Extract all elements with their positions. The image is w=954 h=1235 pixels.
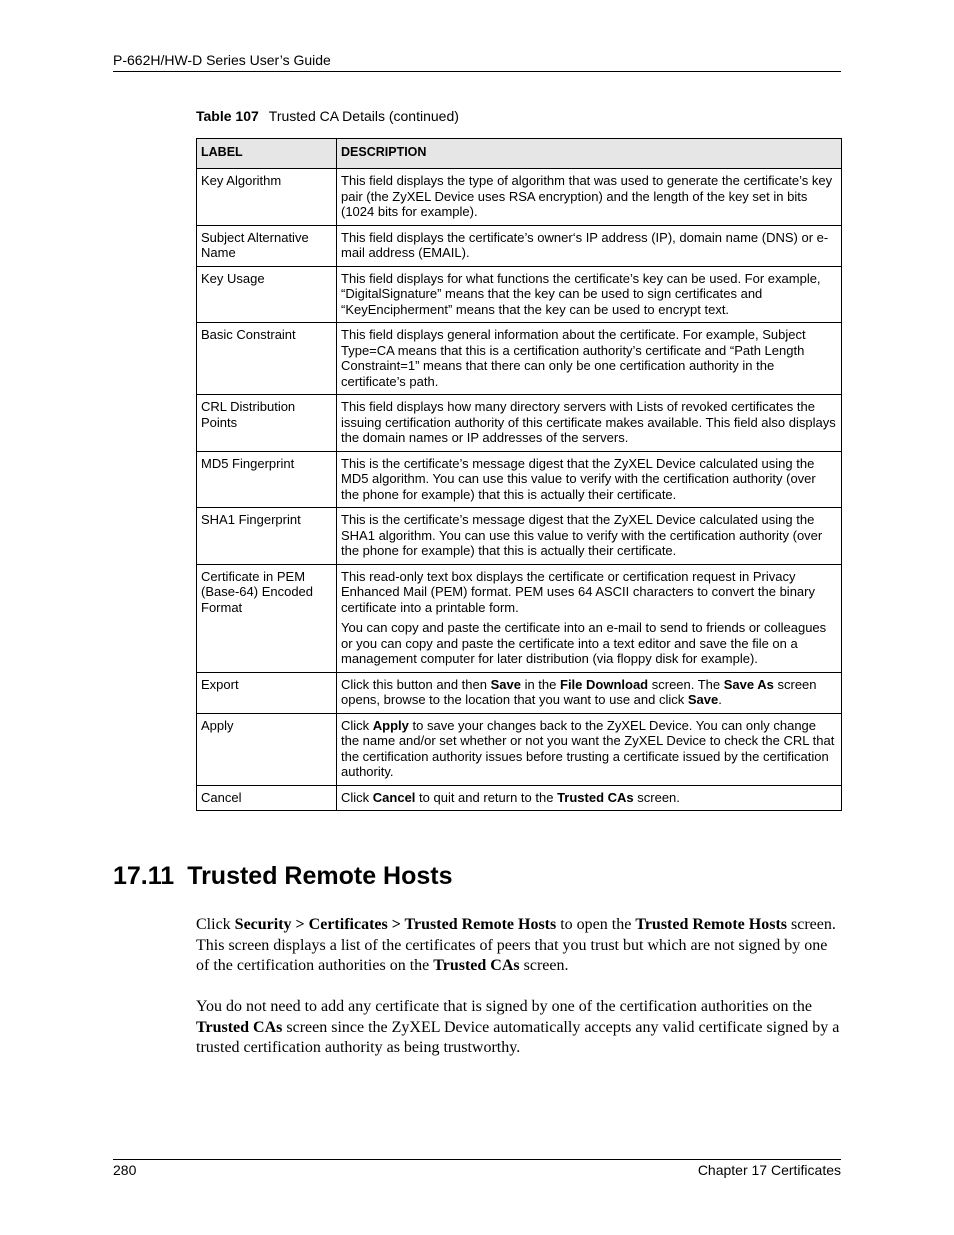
row-description (337, 323, 842, 395)
table-row (197, 564, 842, 672)
description-paragraph: This is the certificate’s message digest that the ZyXEL Device calculated using the MD5 algorithm. You can use this value to verify with the certification authority (over the phone for example) that this is actually their certificate. (341, 455, 816, 502)
text-run: screen. (519, 957, 569, 974)
page-header-title: P-662H/HW-D Series User’s Guide (113, 52, 331, 68)
text-run: to quit and return to the (415, 789, 558, 805)
column-header-description: DESCRIPTION (337, 139, 842, 169)
table-caption-text: Trusted CA Details (continued) (268, 108, 459, 124)
row-description (337, 225, 842, 266)
table-row (197, 785, 842, 811)
row-description (337, 564, 842, 672)
bold-term: Trusted CAs (433, 957, 520, 974)
section-paragraph-2 (196, 997, 842, 1059)
row-label: Export (197, 672, 337, 713)
header-divider (113, 71, 841, 72)
table-row (197, 508, 842, 565)
bold-term: Security > Certificates > Trusted Remote Hosts (234, 916, 557, 933)
table-row (197, 672, 842, 713)
text-run: to save your changes back to the ZyXEL Device. You can only change the name and/or set whether or not you want the ZyXEL Device to check the CRL that the certification authority issues before trusting a certificate issued by the certification authority. (341, 717, 835, 779)
table-caption (196, 108, 459, 124)
text-run: Click this button and then (341, 676, 491, 692)
table-row (197, 323, 842, 395)
text-run: screen. (633, 789, 680, 805)
text-run: You do not need to add any certificate that is signed by one of the certification authorities on the (196, 998, 812, 1015)
bold-term: Save (687, 692, 719, 707)
row-label: Key Usage (197, 266, 337, 323)
table-row (197, 169, 842, 226)
table-row (197, 395, 842, 452)
description-paragraph: This field displays for what functions the certificate’s key can be used. For example, “DigitalSignature” means that the key can be used to sign certificates and “KeyEncipherment” means that the key can be used to encrypt text. (341, 270, 821, 317)
bold-term: Trusted CAs (196, 1018, 283, 1036)
table-row (197, 451, 842, 508)
row-description (337, 785, 842, 811)
row-label: Basic Constraint (197, 323, 337, 395)
description-paragraph: You can copy and paste the certificate into an e-mail to send to friends or colleagues or you can copy and paste the certificate into a text editor and save the file on a management computer for later distribution (via floppy disk for example). (341, 620, 827, 666)
description-paragraph (341, 677, 837, 708)
table-caption-label: Table 107 (196, 108, 259, 124)
footer-divider (113, 1159, 841, 1160)
section-number: 17.11 (113, 862, 175, 890)
text-run: screen. The (648, 676, 724, 692)
description-paragraph (341, 718, 837, 780)
table-row (197, 266, 842, 323)
row-label: Subject Alternative Name (197, 225, 337, 266)
text-run: screen. This screen displays a list of the certificates of peers that you trust but which are not signed by one of the certification authorities on the (196, 916, 836, 974)
bold-term: Save (490, 676, 521, 692)
description-paragraph: This field displays general information about the certificate. For example, Subject Type=CA means that this is a certification authority’s certificate and “Path Length Constraint=1” means that there can only be one certification authority in the certificate’s path. (341, 327, 806, 389)
description-paragraph: This read-only text box displays the certificate or certification request in Privacy Enhanced Mail (PEM) format. PEM uses 64 ASCII characters to convert the binary certificate into a printable form. (341, 568, 815, 615)
row-description (337, 266, 842, 323)
bold-term: Apply (372, 717, 409, 733)
section-heading (113, 862, 453, 891)
row-label: MD5 Fingerprint (197, 451, 337, 508)
bold-term: Cancel (372, 789, 416, 805)
row-label: Cancel (197, 785, 337, 811)
description-paragraph: This field displays the type of algorithm that was used to generate the certificate’s key pair (the ZyXEL Device uses RSA encryption) and the length of the key set in bits (1024 bits for example). (341, 173, 833, 219)
row-description (337, 451, 842, 508)
bold-term: Trusted CAs (557, 789, 634, 805)
row-label: CRL Distribution Points (197, 395, 337, 452)
description-paragraph (341, 790, 837, 806)
text-run: Click (196, 916, 235, 933)
bold-term: Save As (723, 676, 774, 692)
row-description (337, 713, 842, 785)
description-paragraph: This is the certificate’s message digest that the ZyXEL Device calculated using the SHA1 algorithm. You can use this value to verify with the certification authority (over the phone for example) that this is actually their certificate. (341, 512, 823, 558)
section-title: Trusted Remote Hosts (187, 862, 453, 890)
row-description (337, 169, 842, 226)
text-run: in the (520, 676, 560, 692)
trusted-ca-details-table (196, 138, 842, 811)
row-label: Apply (197, 713, 337, 785)
description-paragraph: This field displays how many directory servers with Lists of revoked certificates the issuing certification authority of this certificate makes available. This field also displays the domain names or IP addresses of the servers. (341, 399, 836, 445)
page-number: 280 (113, 1162, 137, 1178)
column-header-label: LABEL (197, 139, 337, 169)
row-label: Key Algorithm (197, 169, 337, 226)
row-label: SHA1 Fingerprint (197, 508, 337, 565)
text-run: Click (341, 717, 373, 733)
description-paragraph: This field displays the certificate’s owner‘s IP address (IP), domain name (DNS) or e-mail address (EMAIL). (341, 229, 829, 260)
table-body (197, 169, 842, 811)
row-description (337, 395, 842, 452)
table-row (197, 713, 842, 785)
section-paragraph-1 (196, 915, 842, 977)
table-header-row (197, 139, 842, 169)
table-row (197, 225, 842, 266)
footer-chapter: Chapter 17 Certificates (697, 1162, 841, 1178)
bold-term: Trusted Remote Hosts (635, 916, 788, 933)
text-run: screen opens, browse to the location that you want to use and click (341, 676, 817, 707)
text-run: Click (341, 789, 373, 805)
text-run: to open the (556, 916, 636, 933)
text-run: . (718, 692, 722, 707)
row-label: Certificate in PEM (Base-64) Encoded Format (197, 564, 337, 672)
row-description (337, 508, 842, 565)
row-description (337, 672, 842, 713)
text-run: screen since the ZyXEL Device automatically accepts any valid certificate signed by a trusted certification authority as being trustworthy. (196, 1018, 840, 1056)
bold-term: File Download (560, 676, 649, 692)
